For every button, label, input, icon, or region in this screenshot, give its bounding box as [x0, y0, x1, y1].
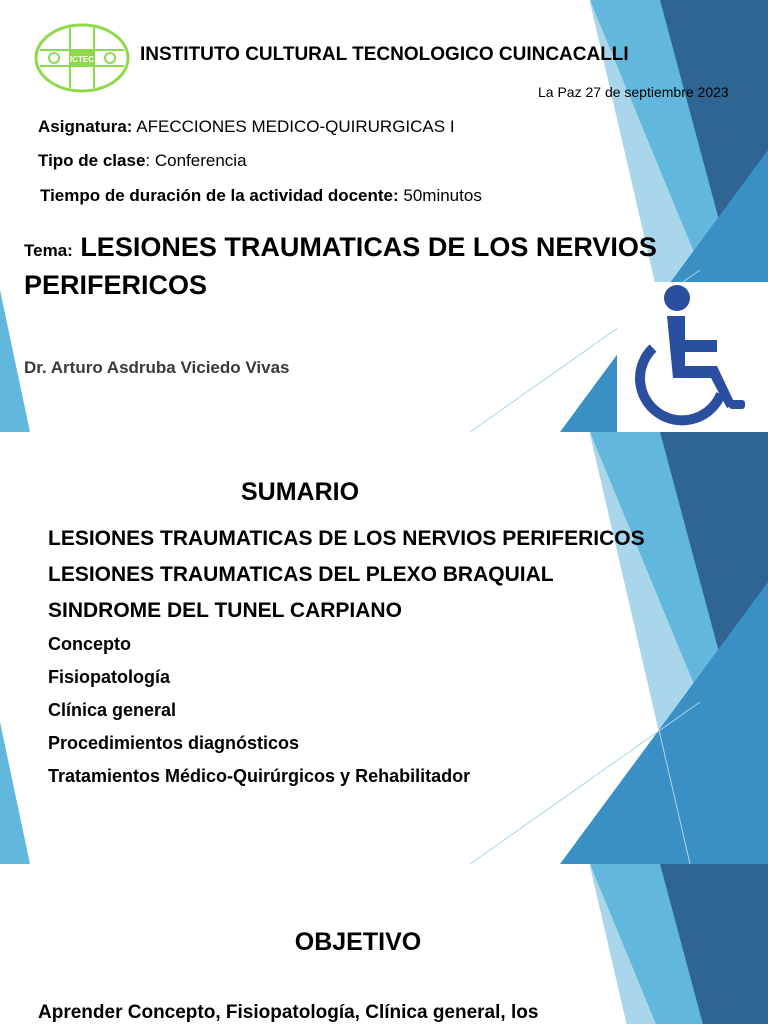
slide-summary: [0, 432, 768, 864]
class-type-label: Tipo de clase: [38, 151, 146, 170]
objective-title: OBJETIVO: [294, 928, 422, 956]
wheelchair-image: [617, 282, 768, 432]
institute-title: INSTITUTO CULTURAL TECNOLOGICO CUINCACALLI: [140, 44, 629, 65]
summary-item: LESIONES TRAUMATICAS DE LOS NERVIOS PERIFERICOS: [48, 527, 645, 550]
logo-text: ICTEC: [70, 55, 94, 64]
summary-item: LESIONES TRAUMATICAS DEL PLEXO BRAQUIAL: [48, 563, 554, 586]
slide-objective: [0, 864, 768, 1024]
summary-item: Tratamientos Médico-Quirúrgicos y Rehabilitador: [48, 766, 471, 786]
duration-row: [40, 186, 482, 206]
slide-title: [0, 0, 768, 432]
class-type-value: : Conferencia: [145, 151, 247, 170]
objective-text: Aprender Concepto, Fisiopatología, Clínica general, los: [38, 1002, 539, 1023]
date-line: La Paz 27 de septiembre 2023: [538, 84, 729, 100]
topic-label: Tema:: [24, 241, 73, 260]
summary-item: Fisiopatología: [48, 667, 171, 687]
topic-value: LESIONES TRAUMATICAS DE LOS NERVIOS PERIFERICOS: [24, 232, 657, 300]
subject-row: [38, 117, 455, 137]
subject-value: AFECCIONES MEDICO-QUIRURGICAS I: [132, 117, 455, 136]
subject-label: Asignatura:: [38, 117, 133, 136]
duration-label: Tiempo de duración de la actividad docente:: [40, 186, 399, 205]
topic-title: [24, 230, 714, 302]
ictec-logo: [32, 20, 132, 96]
summary-item: Concepto: [48, 634, 131, 654]
summary-item: SINDROME DEL TUNEL CARPIANO: [48, 599, 402, 622]
author-name: Dr. Arturo Asdruba Viciedo Vivas: [24, 358, 290, 377]
summary-title: SUMARIO: [240, 478, 360, 506]
summary-list: [48, 524, 648, 797]
wheelchair-icon: [617, 282, 768, 432]
summary-item: Clínica general: [48, 700, 177, 720]
summary-item: Procedimientos diagnósticos: [48, 733, 300, 753]
duration-value: 50minutos: [398, 186, 482, 205]
class-type-row: [38, 151, 247, 171]
